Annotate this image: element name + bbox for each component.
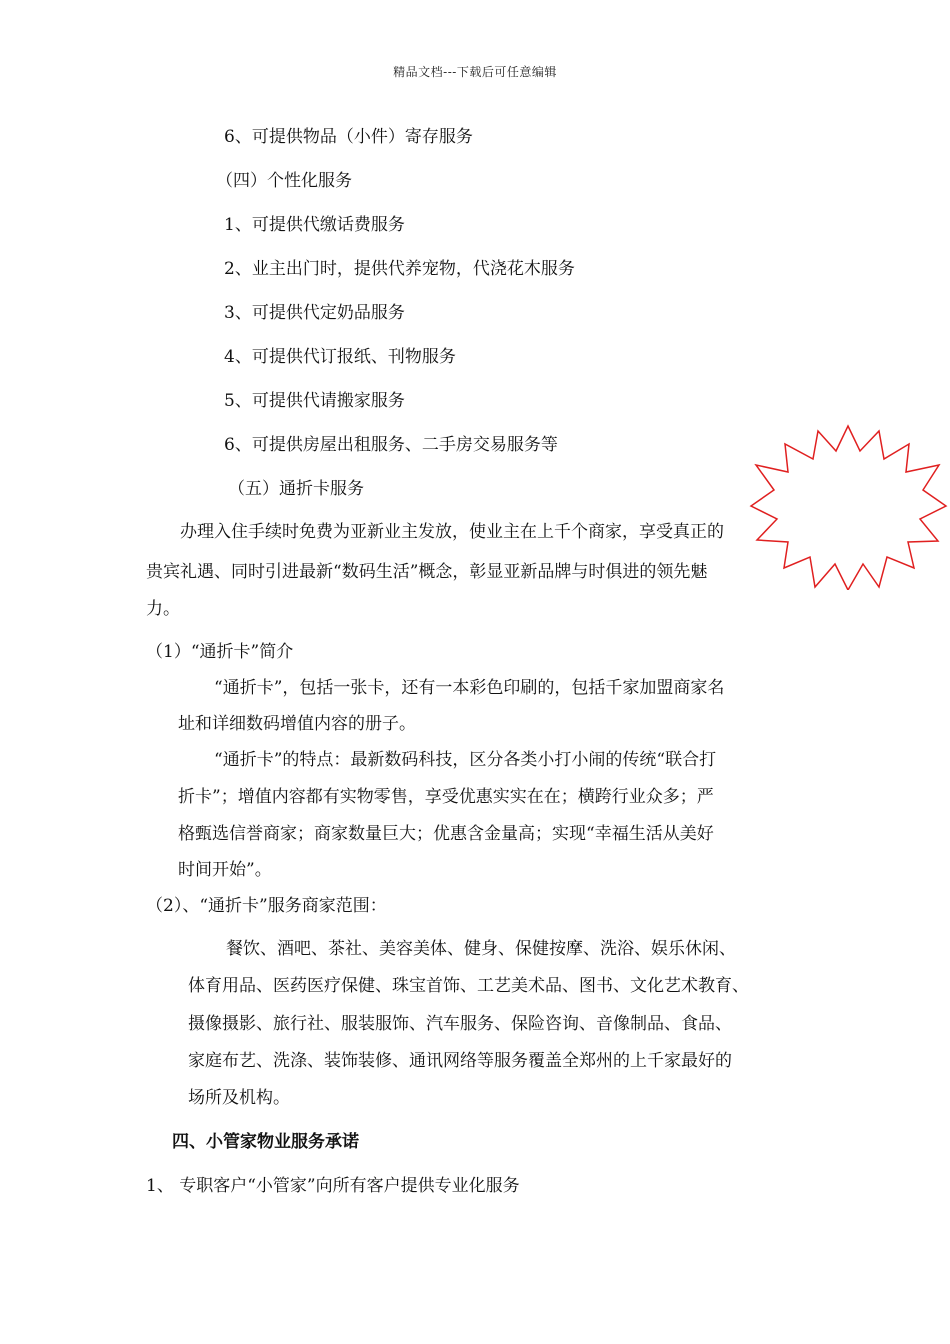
chapter-heading: 四、小管家物业服务承诺 xyxy=(172,1132,359,1152)
paragraph-line: 家庭布艺、洗涤、装饰装修、通讯网络等服务覆盖全郑州的上千家最好的 xyxy=(188,1051,732,1071)
paragraph-line: “通折卡”，包括一张卡，还有一本彩色印刷的，包括千家加盟商家名 xyxy=(214,678,725,698)
paragraph-line: 折卡”；增值内容都有实物零售，享受优惠实实在在；横跨行业众多；严 xyxy=(178,787,714,807)
paragraph-line: 场所及机构。 xyxy=(188,1088,290,1108)
list-item: 4、可提供代订报纸、刊物服务 xyxy=(224,347,456,367)
paragraph-line: 址和详细数码增值内容的册子。 xyxy=(178,714,416,734)
paragraph-line: 时间开始”。 xyxy=(178,860,272,880)
paragraph-line: 格甄选信誉商家；商家数量巨大；优惠含金量高；实现“幸福生活从美好 xyxy=(178,824,714,844)
section-heading: （四）个性化服务 xyxy=(216,171,352,191)
subsection-heading: （1）“通折卡”简介 xyxy=(146,642,294,662)
section-heading: （五）通折卡服务 xyxy=(228,479,364,499)
paragraph-line: “通折卡”的特点：最新数码科技，区分各类小打小闹的传统“联合打 xyxy=(214,750,717,770)
subsection-heading: （2）、“通折卡”服务商家范围： xyxy=(146,896,387,916)
list-item: 6、可提供房屋出租服务、二手房交易服务等 xyxy=(224,435,558,455)
page-header: 精品文档---下载后可任意编辑 xyxy=(393,65,557,79)
paragraph-line: 体育用品、医药医疗保健、珠宝首饰、工艺美术品、图书、文化艺术教育、 xyxy=(188,976,749,996)
paragraph-line: 餐饮、酒吧、茶社、美容美体、健身、保健按摩、洗浴、娱乐休闲、 xyxy=(226,939,736,959)
paragraph-line: 贵宾礼遇、同时引进最新“数码生活”概念，彰显亚新品牌与时俱进的领先魅 xyxy=(146,562,708,582)
paragraph-line: 摄像摄影、旅行社、服装服饰、汽车服务、保险咨询、音像制品、食品、 xyxy=(188,1014,732,1034)
list-item: 3、可提供代定奶品服务 xyxy=(224,303,405,323)
list-item: 5、可提供代请搬家服务 xyxy=(224,391,405,411)
list-item: 2、业主出门时，提供代养宠物，代浇花木服务 xyxy=(224,259,575,279)
paragraph-line: 办理入住手续时免费为亚新业主发放，使业主在上千个商家，享受真正的 xyxy=(180,522,724,542)
starburst-shape xyxy=(748,424,948,590)
paragraph-line: 力。 xyxy=(146,599,180,619)
list-item: 1、 专职客户“小管家”向所有客户提供专业化服务 xyxy=(146,1176,520,1196)
list-item: 1、可提供代缴话费服务 xyxy=(224,215,405,235)
list-item: 6、可提供物品（小件）寄存服务 xyxy=(224,127,473,147)
